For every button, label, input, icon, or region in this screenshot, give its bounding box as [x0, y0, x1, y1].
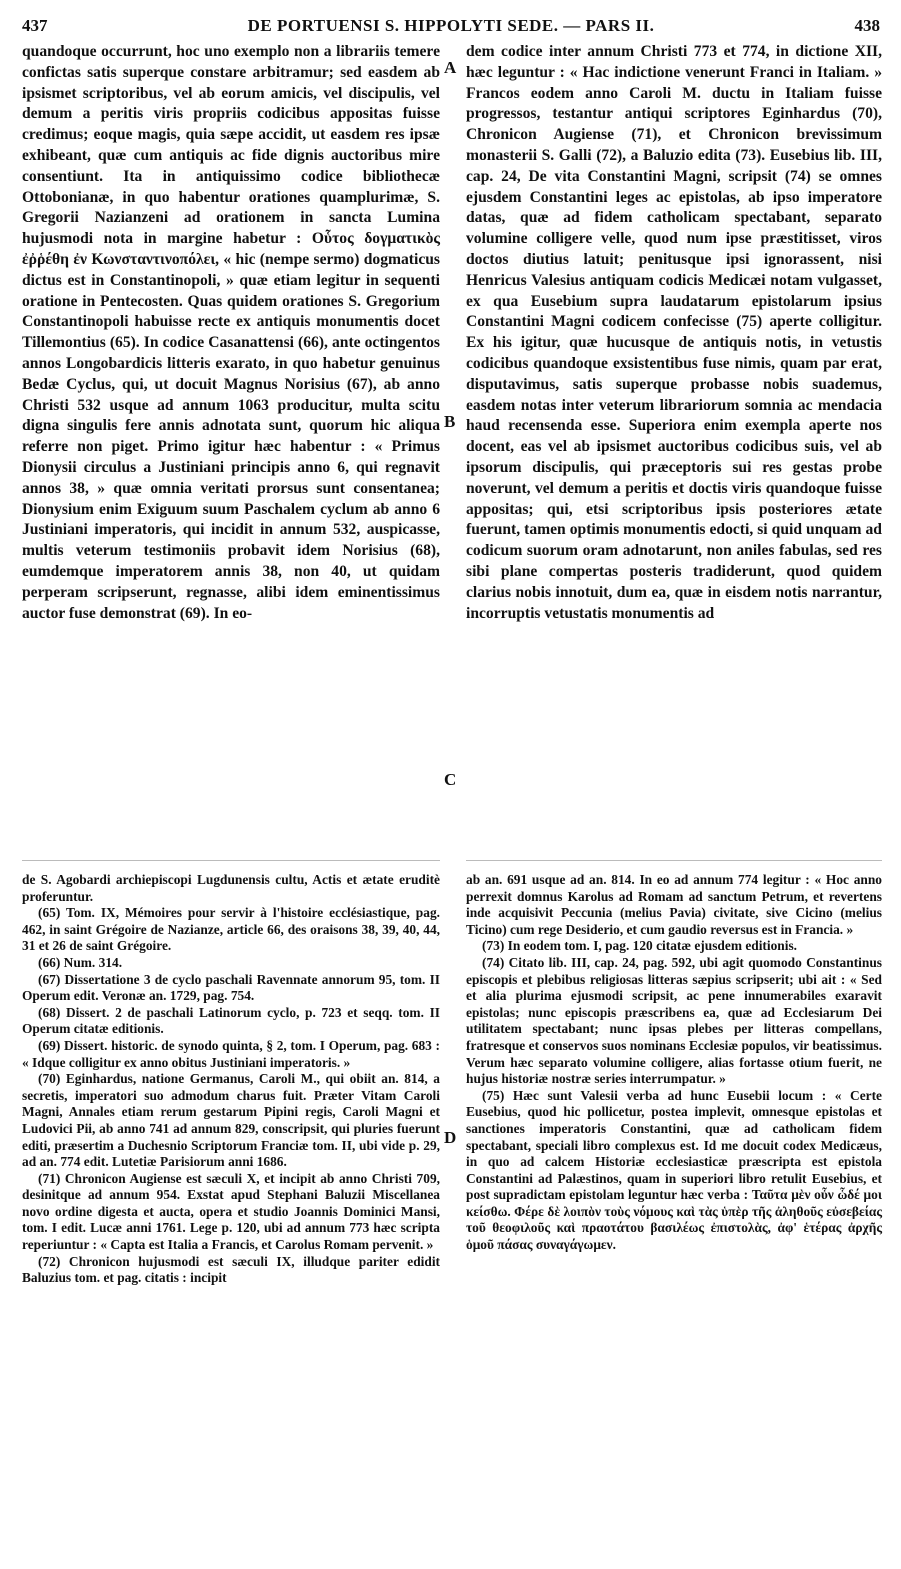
- running-title: DE PORTUENSI S. HIPPOLYTI SEDE. — PARS II.: [247, 16, 655, 35]
- footnote-72: (72) Chronicon hujusmodi est sæculi IX, illudque pariter edidit Baluzius tom. et pag. citatis : incipit: [22, 1253, 440, 1286]
- running-header: [22, 16, 880, 40]
- margin-letter-b: B: [444, 412, 456, 431]
- page-number-left: 437: [22, 16, 48, 35]
- footnotes-right-column: [466, 872, 882, 1254]
- main-text-left-column: [22, 42, 440, 624]
- main-text-right-column: [466, 42, 882, 624]
- footnote-73: (73) In eodem tom. I, pag. 120 citatæ ejusdem editionis.: [482, 938, 798, 954]
- footnote-75: (75) Hæc sunt Valesii verba ad hunc Eusebii locum : « Certe Eusebius, quod hic pollicetur, postea implevit, omnesque epistolas et sanctiones imperatoris Constantini, quæ ad catholicam fidem spectabant, speciali libro complexus est. Id me docuit codex Medicæus, in quo ad calcem Historiæ ecclesiasticæ præscripta est epistola Constantini ad Palæstinos, quam in superiori libro retulit Eusebius, et post supradictam epistolam leguntur hæc verba : Ταῦτα μὲν οὖν ὧδέ μοι κείσθω. Φέρε δὲ λοιπὸν τοὺς νόμους καὶ τὰς ὑπὲρ τῆς ἀληθοῦς εὐσεβείας τοῦ θεοφιλοῦς καὶ πραοτάτου βασιλέως ἐπιστολὰς, ἀφ' ἑτέρας ἀρχῆς ὁμοῦ πάσας συναγάγωμεν.: [466, 1087, 882, 1253]
- footnotes-left-column: [22, 872, 440, 1287]
- footnote: de S. Agobardi archiepiscopi Lugdunensis cultu, Actis et ætate eruditè proferuntur.: [22, 872, 440, 904]
- footnote-69: (69) Dissert. historic. de synodo quinta, § 2, tom. I Operum, pag. 683 : « Idque colligitur ex anno obitus Justiniani imperatoris. »: [22, 1037, 440, 1070]
- footnote-74: (74) Citato lib. III, cap. 24, pag. 592, ubi agit quomodo Constantinus episcopis et plebibus religiosas litteras sæpius scripserit; ubi ait : « Sed et alia plurima ejusmodi scripsit, ac pene innumerabiles exaravit epistolas; nunc episcopis præscribens ea, quæ ad Ecclesiarum Dei utilitatem spectabant; nunc ipsas plebes per litteras compellans, fratresque et conservos suos nominans Ecclesiæ populos, vir beatissimus. Verum hæc separato volumine colligere, alias fortasse otium fuerit, ne hujus historiæ nostræ series interrumpatur. »: [466, 954, 882, 1087]
- footnote-72-continued: ab an. 691 usque ad an. 814. In eo ad annum 774 legitur : « Hoc anno perrexit domnus Karolus ad Romam ad sanctum Petrum, et revertens inde acquisivit Peccunia (melius Pavia) civitate, sive Cicino (melius Ticino) cum rege Desiderio, et cum gaudio reversus est in Francia. »: [466, 872, 882, 937]
- footnote-68: (68) Dissert. 2 de paschali Latinorum cyclo, p. 723 et seqq. tom. II Operum citatæ editionis.: [22, 1004, 440, 1037]
- footnote-71: (71) Chronicon Augiense est sæculi X, et incipit ab anno Christi 709, desinitque ad annum 954. Exstat apud Stephani Baluzii Miscellanea novo ordine digesta et aucta, opera et studio Joannis Dominici Mansi, tom. I edit. Lucæ anni 1761. Lege p. 120, ubi ad annum 773 hæc scripta reperiuntur : « Capta est Italia a Francis, et Carolus Romam pervenit. »: [22, 1170, 440, 1253]
- paragraph: dem codice inter annum Christi 773 et 774, in dictione XII, hæc leguntur : « Hac indictione venerunt Franci in Italiam. » Francos eodem anno Caroli M. ductu in Italiam fuisse progressos, testantur antiqui scriptores Eginhardus (70), Chronicon Augiense (71), et Chronicon brevissimum monasterii S. Galli (72), a Baluzio edita (73). Eusebius lib. III, cap. 24, De vita Constantini Magni, scripsit (74) se omnes ejusdem Constantini leges ac epistolas, ab ipso imperatore datas, quæ ad fidem catholicam spectabant, separato volumine colligere velle, quod num ipse præstitisset, viros doctos diutius latuit; penitusque ipsi ignorassent, nisi Henricus Valesius antiquam codicis Medicæi notam vulgasset, ex qua Eusebium supra laudatarum epistolarum ipsius Constantini Magni codicem confecisse (75) aperte colligitur. Ex his igitur, quæ hucusque de antiquis notis, in vetustis codicibus quandoque exsistentibus fuse nimis, quam par erat, disputavimus, satis superque probasse nobis suademus, easdem notas inter veterum librariorum somnia ac mendacia haud recensenda esse. Superiora enim exempla aperte nos docent, eas vel ab ipsismet auctoribus codicibus suis, vel ab ipsorum discipulis, qui præceptoris sui res gestas probe noverunt, vel demum a peritis et doctis viris quandoque fuisse appositas; qui, etsi scriptoribus ipsis posteriores ætate fuerunt, tamen optimis monumentis edocti, si quid unquam ad codicum suorum oram adnotarunt, non aniles fabulas, sed res sibi plane compertas posteris tradiderunt, quod quidem clarius nobis innotuit, dum ea, quæ in eisdem notis narrantur, incorruptis vetustatis monumentis ad: [466, 43, 882, 622]
- footnote-divider-right: [466, 860, 882, 861]
- footnote-divider-left: [22, 860, 440, 861]
- footnote-70: (70) Eginhardus, natione Germanus, Caroli M., qui obiit an. 814, a secretis, imperatori suo admodum charus fuit. Præter Vitam Caroli Magni, Annales etiam rerum gestarum Pipini regis, Caroli Magni et Ludovici Pii, ab anno 741 ad annum 829, conscripsit, qui pluries fuerunt editi, præsertim a Duchesnio Scriptorum Franciæ tom. II, ubi vide p. 29, ad an. 774 edit. Lutetiæ Parisiorum anni 1686.: [22, 1071, 440, 1170]
- footnote-66: (66) Num. 314.: [38, 954, 123, 970]
- margin-letter-a: A: [444, 58, 457, 77]
- page-number-right: 438: [854, 16, 880, 35]
- paragraph: quandoque occurrunt, hoc uno exemplo non a librariis temere confictas satis superque constare arbitramur; sed easdem ab ipsismet scriptoribus, vel ab eorum amicis, vel discipulis, vel demum a peritis viris propriis codicibus appositas fuisse credimus; eoque magis, quia sæpe accidit, ut easdem res ipsæ exhibeant, quæ cum antiquis ac fide dignis auctoribus mire consentiunt. Ita in antiquissimo codice bibliothecæ Ottobonianæ, in quo habentur orationes quamplurimæ, S. Gregorii Nazianzeni ad orationem in sancta Lumina hujusmodi nota in margine habetur : Οὗτος δογματικὸς ἐῤῥέθη ἐν Κωνσταντινοπόλει, « hic (nempe sermo) dogmaticus dictus est in Constantinopoli, » quæ etiam legitur in sequenti oratione in Pentecosten. Quas quidem orationes S. Gregorium Constantinopoli habuisse recte ex antiquis monumentis docet Tillemontius (65). In codice Casanattensi (66), ante octingentos annos Longobardicis litteris exarato, in quo habetur genuinus Bedæ Cyclus, qui, ut docuit Magnus Norisius (67), ab anno Christi 532 usque ad annum 1063 producitur, multa scitu digna singulis fere annis adnotata sunt, quorum hic aliqua referre non piget. Primo igitur hæc habentur : « Primus Dionysii circulus a Justiniani principis anno 6, qui regnavit annos 38, » quæ omnia veritati prorsus sunt consentanea; Dionysium enim Exiguum suum Paschalem cyclum ab anno 6 Justiniani imperatoris, qui incidit in annum 532, auspicasse, multis veterum testimoniis probavit idem Norisius (68), eumdemque imperatorem annis 38, non 40, ut quidam perperam scripserunt, regnasse, alibi idem eminentissimus auctor fuse demonstrat (69). In eo-: [22, 43, 440, 622]
- margin-letter-c: C: [444, 770, 457, 789]
- footnote-65: (65) Tom. IX, Mémoires pour servir à l'histoire ecclésiastique, pag. 462, in saint Grégoire de Nazianze, article 66, des oraisons 38, 39, 40, 44, 31 et 26 de saint Grégoire.: [22, 905, 440, 954]
- footnote-67: (67) Dissertatione 3 de cyclo paschali Ravennate annorum 95, tom. II Operum edit. Veronæ an. 1729, pag. 754.: [22, 971, 440, 1004]
- margin-letter-d: D: [444, 1128, 457, 1147]
